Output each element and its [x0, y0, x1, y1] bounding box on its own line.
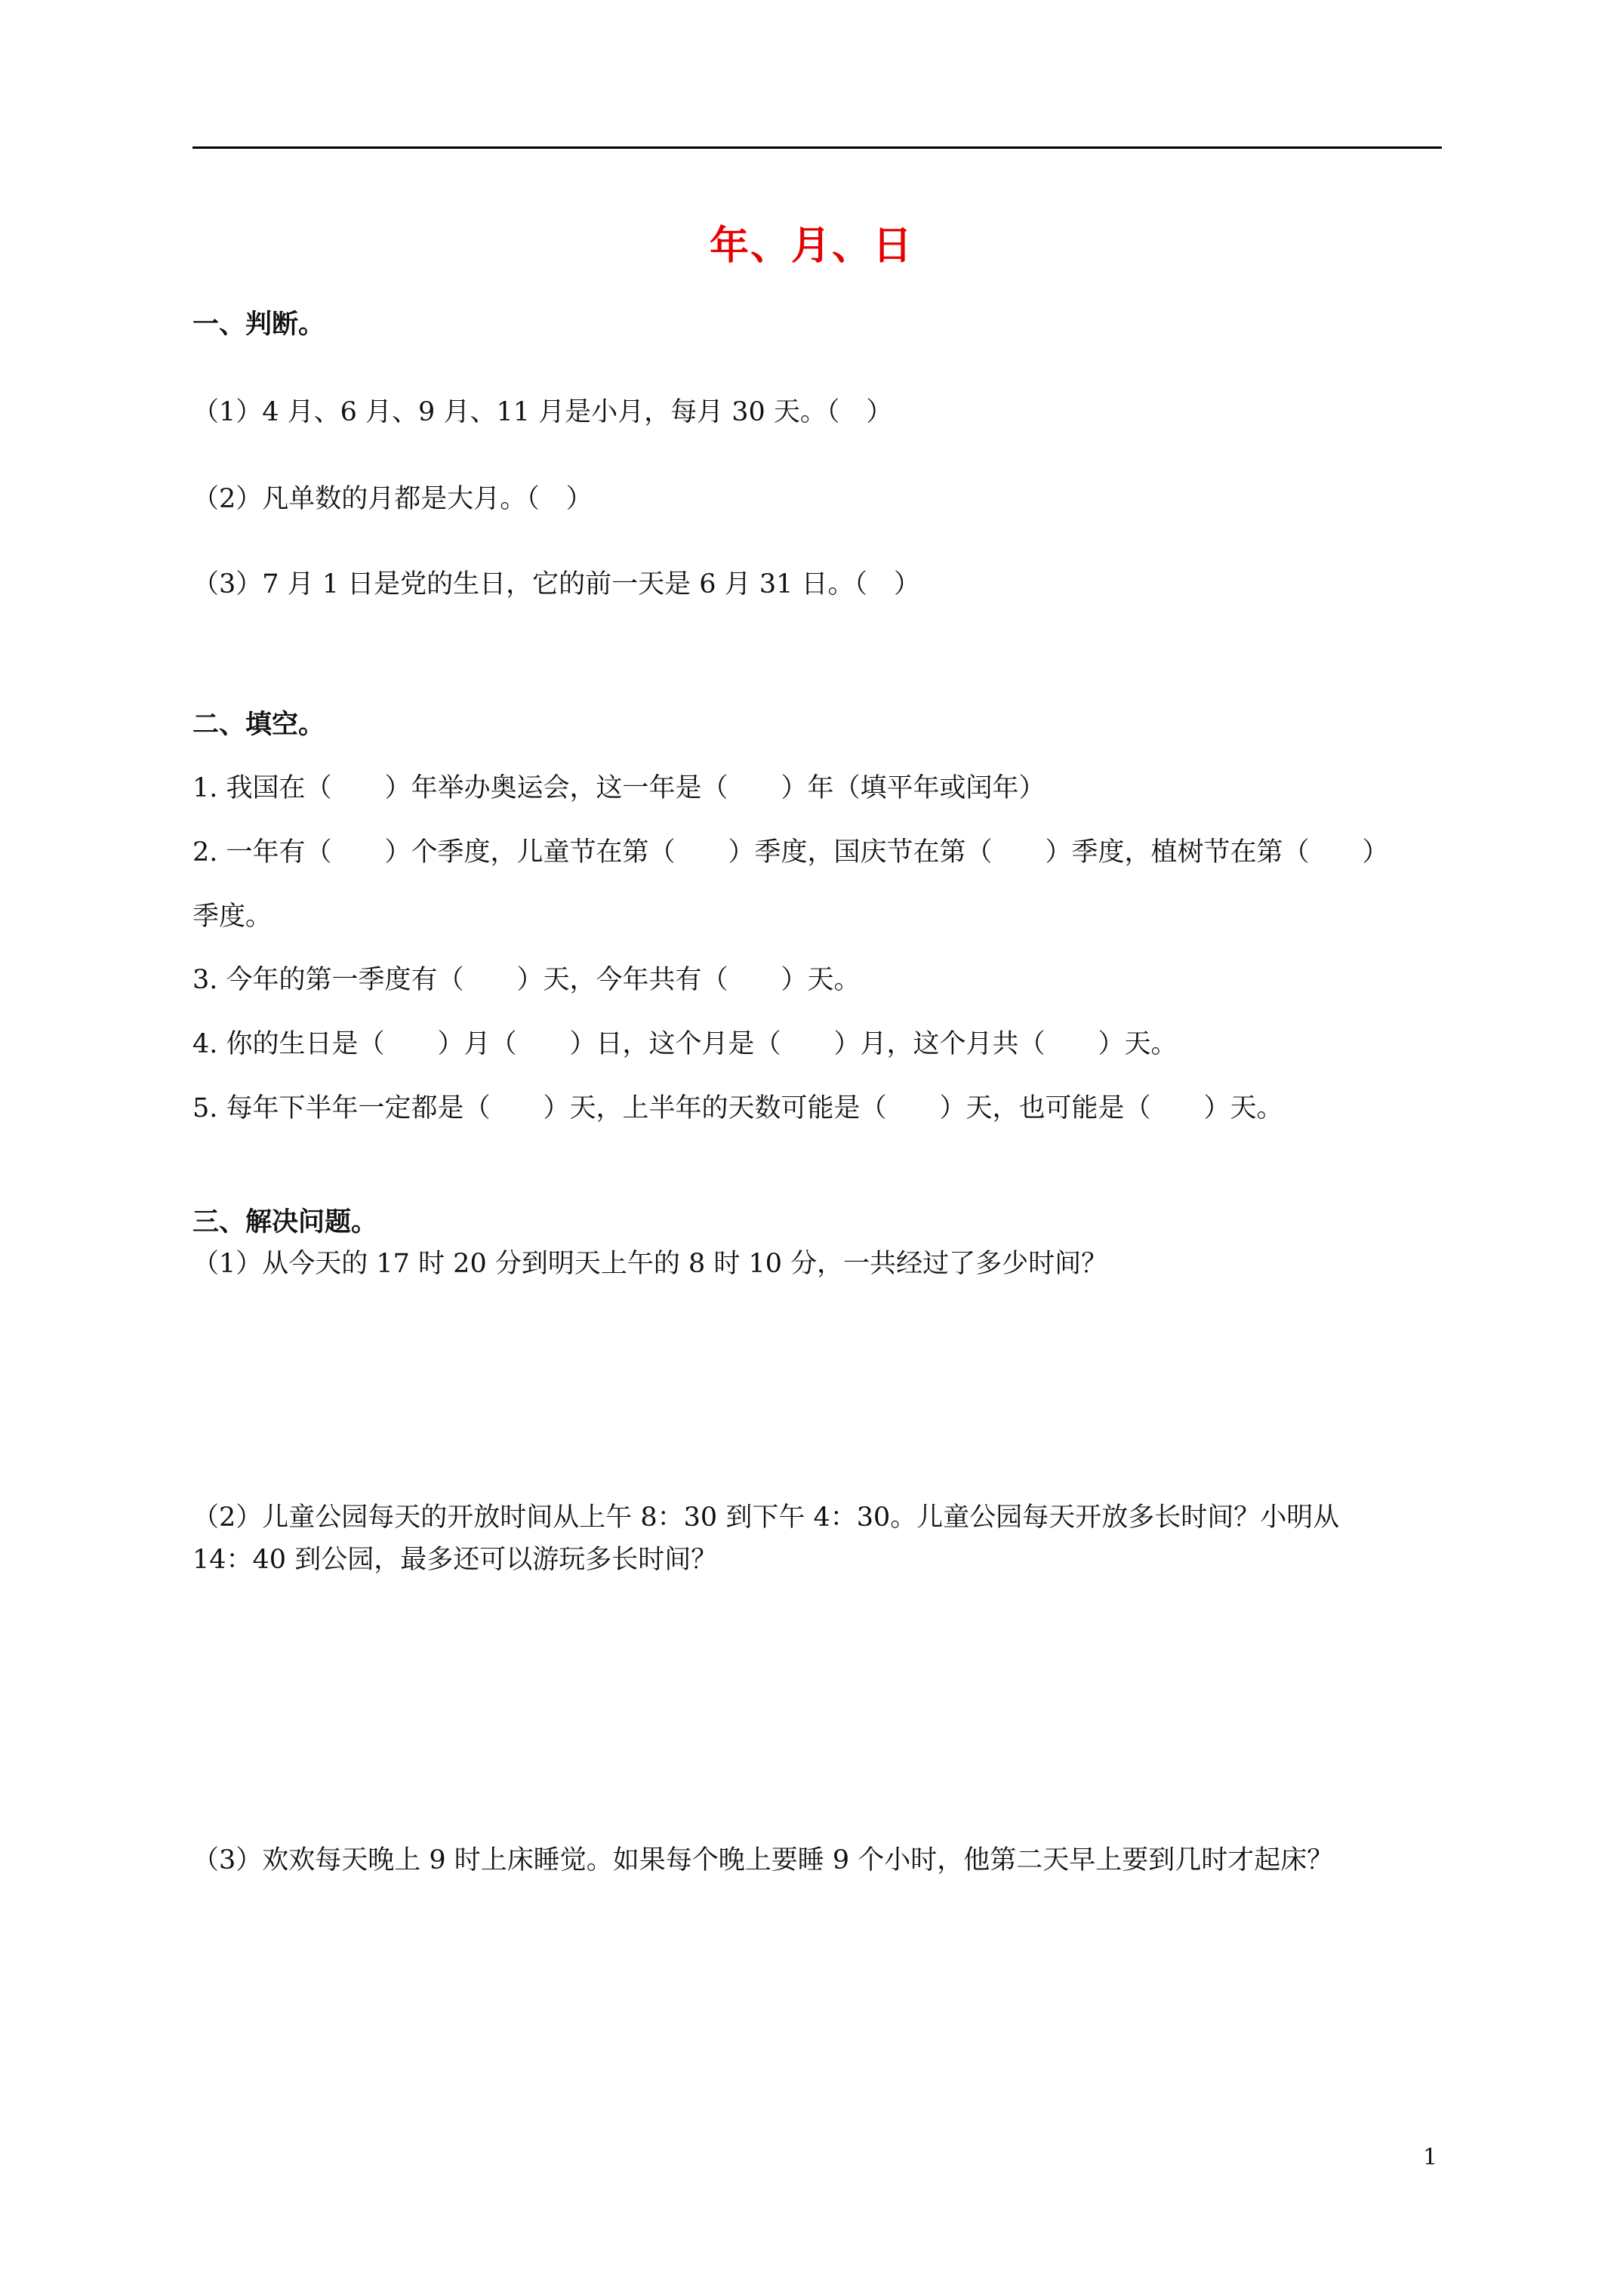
fill-blank-question-5: 5. 每年下半年一定都是（ ）天，上半年的天数可能是（ ）天，也可能是（ ）天。 — [192, 1093, 1283, 1123]
fill-blank-question-2: 2. 一年有（ ）个季度，儿童节在第（ ）季度，国庆节在第（ ）季度，植树节在第（ ） — [192, 837, 1389, 868]
judgement-question-3: （3）7 月 1 日是党的生日，它的前一天是 6 月 31 日。（ ） — [192, 569, 920, 599]
page-title: 年、月、日 — [709, 223, 913, 269]
section-heading-judgement: 一、判断。 — [192, 309, 325, 340]
page-number: 1 — [1423, 2144, 1438, 2171]
problem-question-2: （2）儿童公园每天的开放时间从上午 8：30 到下午 4：30。儿童公园每天开放多长时间？小明从 — [192, 1502, 1340, 1533]
header-rule — [192, 146, 1442, 149]
section-heading-fill-blank: 二、填空。 — [192, 709, 325, 740]
judgement-question-1: （1）4 月、6 月、9 月、11 月是小月，每月 30 天。（ ） — [192, 397, 893, 427]
fill-blank-question-2-continued: 季度。 — [192, 901, 273, 932]
judgement-question-2: （2）凡单数的月都是大月。（ ） — [192, 484, 593, 514]
section-heading-problem-solving: 三、解决问题。 — [192, 1207, 378, 1237]
fill-blank-question-4: 4. 你的生日是（ ）月（ ）日，这个月是（ ）月，这个月共（ ）天。 — [192, 1029, 1178, 1059]
problem-question-3: （3）欢欢每天晚上 9 时上床睡觉。如果每个晚上要睡 9 个小时，他第二天早上要到几时才起床？ — [192, 1845, 1334, 1875]
problem-question-2-continued: 14：40 到公园，最多还可以游玩多长时间？ — [192, 1545, 718, 1575]
problem-question-1: （1）从今天的 17 时 20 分到明天上午的 8 时 10 分，一共经过了多少时间？ — [192, 1249, 1108, 1279]
fill-blank-question-3: 3. 今年的第一季度有（ ）天，今年共有（ ）天。 — [192, 965, 861, 995]
fill-blank-question-1: 1. 我国在（ ）年举办奥运会，这一年是（ ）年（填平年或闰年） — [192, 773, 1046, 803]
